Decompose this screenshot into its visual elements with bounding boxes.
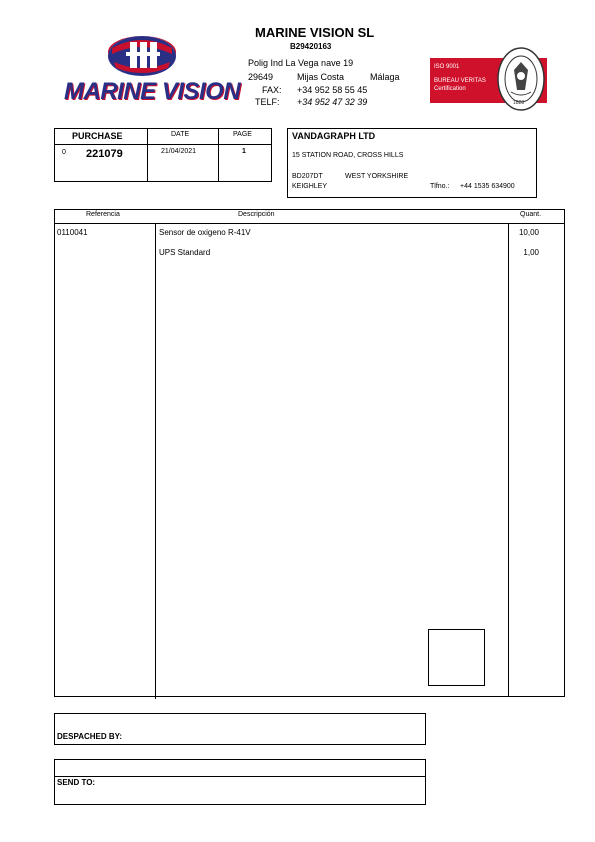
company-name: MARINE VISION SL xyxy=(255,25,375,40)
row-reference: 0110041 xyxy=(57,228,88,237)
supplier-region: WEST YORKSHIRE xyxy=(345,173,409,180)
iso-certification-badge xyxy=(430,58,547,106)
iso-label: ISO 9001 xyxy=(434,64,460,70)
bv-label: BUREAU VERITAS xyxy=(434,78,486,84)
supplier-town: KEIGHLEY xyxy=(292,183,328,190)
company-phone-label: TELF: xyxy=(255,97,280,107)
company-phone: +34 952 47 32 39 xyxy=(297,97,368,107)
company-town: Mijas Costa xyxy=(297,72,345,82)
supplier-address: 15 STATION ROAD, CROSS HILLS xyxy=(292,152,404,159)
table-header-divider xyxy=(54,223,565,224)
document-page: 1 xyxy=(242,148,246,155)
document-date: 21/04/2021 xyxy=(161,148,197,155)
send-to-divider xyxy=(54,776,426,777)
company-postcode: 29649 xyxy=(248,72,274,82)
row-description: UPS Standard xyxy=(159,248,211,257)
row-description: Sensor de oxigeno R-41V xyxy=(159,228,251,237)
stamp-box xyxy=(428,629,485,686)
header-description: Descripción xyxy=(238,211,275,218)
company-tax-id: B29420163 xyxy=(290,42,332,51)
row-quantity: 10,00 xyxy=(518,228,539,237)
date-label: DATE xyxy=(171,131,190,138)
supplier-phone-label: Tlfno.: xyxy=(430,183,450,190)
send-to-label: SEND TO: xyxy=(57,778,96,787)
document-number: 221079 xyxy=(86,148,123,160)
company-province: Málaga xyxy=(370,72,400,82)
seal-year: 1828 xyxy=(513,100,525,106)
supplier-name: VANDAGRAPH LTD xyxy=(292,131,376,141)
logo-wordmark: MARINE VISION xyxy=(64,78,241,105)
table-col-divider-2 xyxy=(508,223,509,697)
company-address: Polig Ind La Vega nave 19 xyxy=(248,58,354,68)
items-table xyxy=(54,209,565,697)
supplier-phone: +44 1535 634900 xyxy=(460,183,515,190)
row-quantity: 1,00 xyxy=(523,248,539,257)
company-fax: +34 952 58 55 45 xyxy=(297,85,368,95)
header-quantity: Quant. xyxy=(520,211,542,218)
company-logo xyxy=(60,30,241,110)
supplier-postcode: BD207DT xyxy=(292,173,323,180)
purchase-label: PURCHASE xyxy=(72,131,123,141)
send-to-box xyxy=(54,759,426,805)
header-reference: Referencia xyxy=(86,211,120,218)
table-col-divider-1 xyxy=(155,223,156,699)
company-fax-label: FAX: xyxy=(262,85,282,95)
bureau-veritas-seal-icon xyxy=(496,46,546,112)
despatched-by-label: DESPACHED BY: xyxy=(57,732,123,741)
document-prefix: 0 xyxy=(62,149,66,156)
cert-label: Certification xyxy=(434,86,466,92)
page-label: PAGE xyxy=(233,131,252,138)
